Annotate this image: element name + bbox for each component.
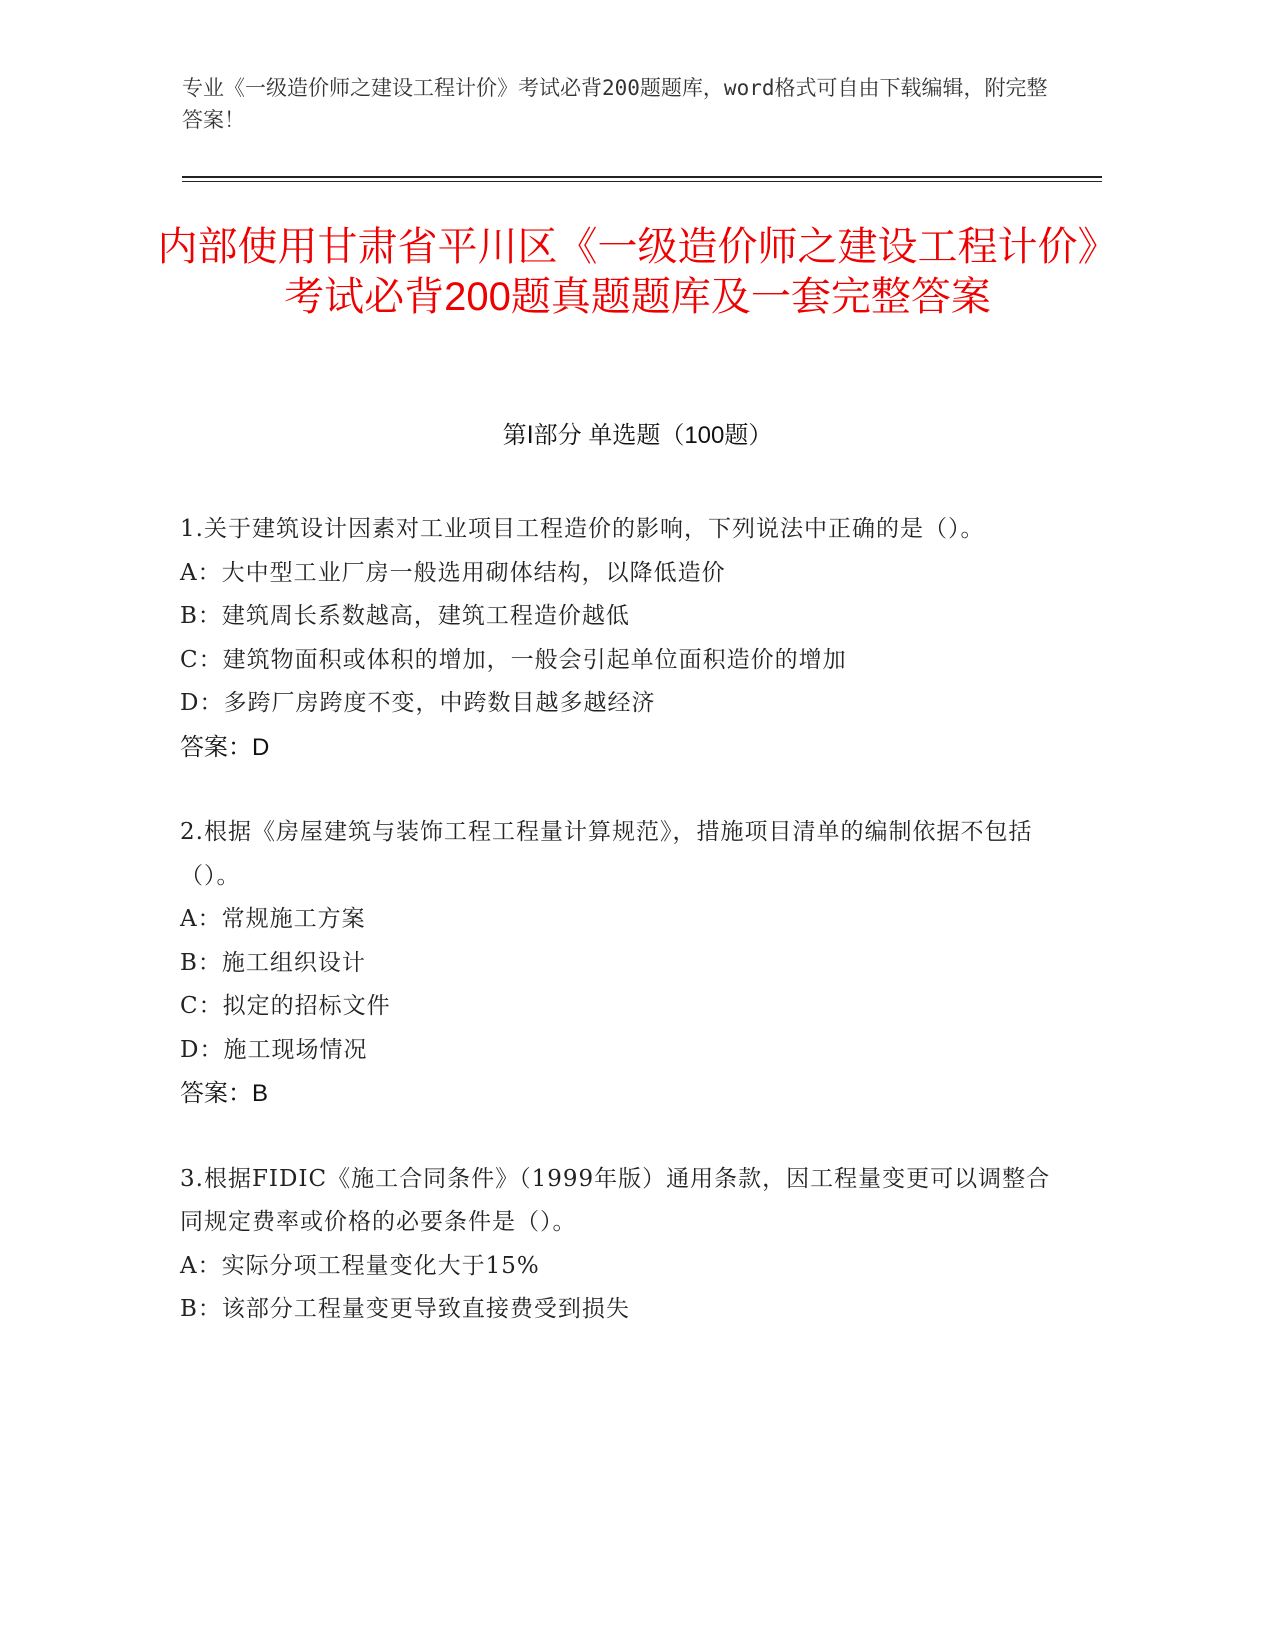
document-title: 内部使用甘肃省平川区《一级造价师之建设工程计价》考试必背200题真题题库及一套完整答案 [157,225,1118,319]
option-c: C：拟定的招标文件 [180,993,391,1019]
question-2 [180,811,1060,1116]
option-b: B：建筑周长系数越高，建筑工程造价越低 [180,603,630,629]
section-title: 第Ⅰ部分 单选题（100题） [502,422,773,449]
answer: 答案：B [180,1080,269,1107]
answer: 答案：D [180,733,270,761]
option-a: A：实际分项工程量变化大于15% [180,1252,540,1279]
header-note: 专业《一级造价师之建设工程计价》考试必背200题题库，word格式可自由下载编辑，附完整答案！ [182,76,1048,132]
question-stem: 3.根据FIDIC《施工合同条件》（1999年版）通用条款，因工程量变更可以调整合同规定费率或价格的必要条件是（）。 [180,1165,1051,1235]
question-stem: 2.根据《房屋建筑与装饰工程工程量计算规范》，措施项目清单的编制依据不包括（）。 [180,819,1033,889]
option-a: A：大中型工业厂房一般选用砌体结构，以降低造价 [180,559,726,586]
option-b: B：该部分工程量变更导致直接费受到损失 [180,1296,630,1322]
option-d: D：多跨厂房跨度不变，中跨数目越多越经济 [180,690,656,716]
question-3 [180,1158,1060,1332]
question-stem: 1.关于建筑设计因素对工业项目工程造价的影响，下列说法中正确的是（）。 [180,516,985,542]
option-b: B：施工组织设计 [180,949,366,976]
header-divider-thin [182,181,1102,182]
option-c: C：建筑物面积或体积的增加，一般会引起单位面积造价的增加 [180,646,847,673]
header-divider-thick [182,176,1102,178]
option-d: D：施工现场情况 [180,1036,368,1063]
question-1 [180,508,1060,769]
question-list [180,508,1060,1374]
option-a: A：常规施工方案 [180,906,366,932]
